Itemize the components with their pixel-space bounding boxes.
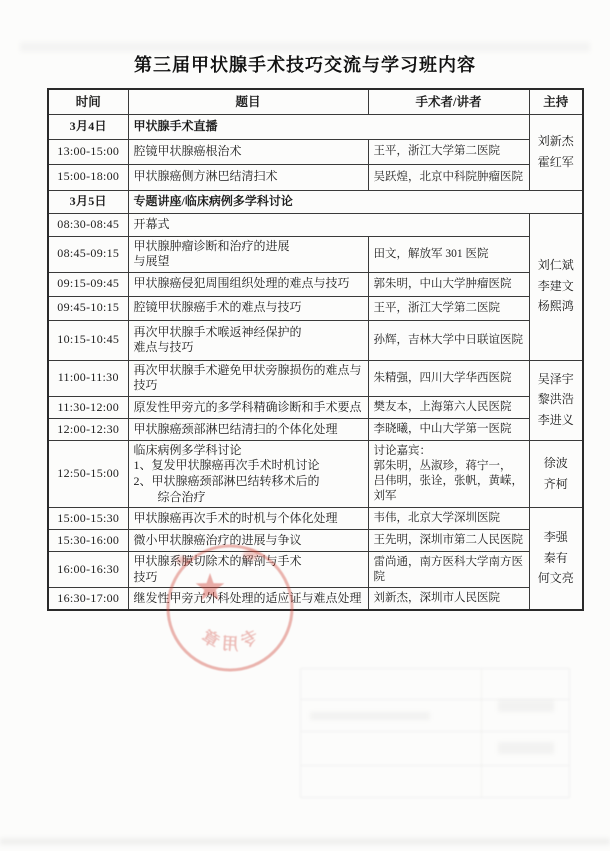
bleed-through-bottom-edge xyxy=(0,838,610,845)
cell-speaker: 李晓曦，中山大学第一医院 xyxy=(368,418,529,440)
cell-time: 16:30-17:00 xyxy=(48,588,128,610)
cell-speaker: 樊友本，上海第六人民医院 xyxy=(368,396,529,418)
table-body xyxy=(48,114,583,610)
cell-speaker: 孙辉，吉林大学中日联谊医院 xyxy=(368,320,529,360)
cell-speaker: 韦伟，北京大学深圳医院 xyxy=(368,508,529,530)
cell-line: 难点与技巧 xyxy=(133,340,194,355)
cell-topic xyxy=(128,320,368,360)
cell-line: 郭朱明，丛淑珍，蒋宁一， xyxy=(373,460,512,473)
cell-speaker: 朱精强，四川大学华西医院 xyxy=(368,360,529,396)
cell-time: 16:00-16:30 xyxy=(48,552,128,588)
table-row xyxy=(48,296,583,320)
cell-time: 12:50-15:00 xyxy=(48,440,128,507)
chair-name: 秦有 xyxy=(543,550,568,565)
table-row xyxy=(48,236,583,272)
chair-name: 李强 xyxy=(543,530,568,545)
cell-line: 刘军 xyxy=(373,490,397,502)
header-row xyxy=(48,89,583,114)
table-row xyxy=(48,552,583,588)
bleed-through-text xyxy=(498,700,554,712)
chair-name: 杨熙鸿 xyxy=(537,299,574,314)
cell-speaker: 王平，浙江大学第二医院 xyxy=(368,139,529,164)
chair-name: 李进义 xyxy=(537,413,574,428)
cell-topic: 甲状腺癌颈部淋巴结清扫的个体化处理 xyxy=(128,418,368,440)
cell-speaker: 王先明，深圳市第二人民医院 xyxy=(368,530,529,552)
cell-time: 13:00-15:00 xyxy=(48,139,128,164)
cell-chair xyxy=(529,508,583,610)
cell-speaker: 田文，解放军 301 医院 xyxy=(368,236,529,272)
table-row xyxy=(48,440,583,507)
cell-topic: 开幕式 xyxy=(128,213,529,236)
chair-name: 齐柯 xyxy=(543,476,568,491)
cell-time: 12:00-12:30 xyxy=(48,418,128,440)
chair-name: 李建文 xyxy=(537,278,574,293)
column-header-2: 手术者/讲者 xyxy=(368,89,529,114)
cell-topic xyxy=(128,114,529,139)
page-title: 第三届甲状腺手术技巧交流与学习班内容 xyxy=(134,55,476,75)
cell-time: 15:30-16:00 xyxy=(48,530,128,552)
table-row xyxy=(48,320,583,360)
table-row xyxy=(48,530,583,552)
cell-time: 08:30-08:45 xyxy=(48,213,128,236)
cell-chair xyxy=(529,440,583,507)
cell-speaker: 雷尚通，南方医科大学南方医院 xyxy=(368,552,529,588)
cell-speaker: 郭朱明，中山大学肿瘤医院 xyxy=(368,272,529,296)
bleed-through-text xyxy=(498,742,554,754)
chair-name: 徐波 xyxy=(543,455,568,470)
bleed-through-table xyxy=(300,668,570,798)
table-row xyxy=(48,396,583,418)
cell-time: 15:00-15:30 xyxy=(48,508,128,530)
cell-line: 临床病例多学科讨论 xyxy=(133,442,242,457)
cell-topic: 甲状腺癌侵犯周围组织处理的难点与技巧 xyxy=(128,272,368,296)
table-row xyxy=(48,213,583,236)
chair-name: 刘仁斌 xyxy=(537,258,574,273)
cell-time: 09:45-10:15 xyxy=(48,296,128,320)
cell-topic xyxy=(128,236,368,272)
cell-time: 3月4日 xyxy=(48,114,128,139)
table-row xyxy=(48,508,583,530)
table-row xyxy=(48,272,583,296)
cell-topic: 继发性甲旁亢外科处理的适应证与难点处理 xyxy=(128,588,368,610)
cell-line: 甲状腺系膜切除术的解剖与手术 xyxy=(133,554,302,569)
cell-time: 10:15-10:45 xyxy=(48,320,128,360)
cell-line: 与展望 xyxy=(133,254,170,269)
table-row xyxy=(48,190,583,213)
chair-name: 吴泽宇 xyxy=(537,371,574,386)
cell-time: 08:45-09:15 xyxy=(48,236,128,272)
cell-line: 吕伟明，张诠，张帆，黄嵘， xyxy=(373,475,523,488)
chair-name: 何文亮 xyxy=(537,571,574,586)
cell-chair xyxy=(529,360,583,440)
cell-time: 11:30-12:00 xyxy=(48,396,128,418)
cell-line: 再次甲状腺手术喉返神经保护的 xyxy=(133,324,302,339)
table-row xyxy=(48,418,583,440)
cell-topic: 腔镜甲状腺癌手术的难点与技巧 xyxy=(128,296,368,320)
column-header-0: 时间 xyxy=(48,89,128,114)
cell-line: 甲状腺手术直播 xyxy=(133,118,218,133)
column-header-1: 题目 xyxy=(128,89,368,114)
stamp-arc-text: 专用章 xyxy=(193,623,262,655)
chair-name: 霍红军 xyxy=(537,154,574,169)
schedule-table xyxy=(47,88,584,611)
bleed-through-text xyxy=(310,712,430,720)
cell-speaker: 吴跃煌，北京中科院肿瘤医院 xyxy=(368,164,529,190)
table-row xyxy=(48,360,583,396)
cell-line: 技巧 xyxy=(133,378,158,393)
cell-line: 综合治疗 xyxy=(133,489,206,504)
table-row xyxy=(48,114,583,139)
cell-topic: 甲状腺癌侧方淋巴结清扫术 xyxy=(128,164,368,190)
cell-speaker: 刘新杰，深圳市人民医院 xyxy=(368,588,529,610)
cell-line: 讨论嘉宾： xyxy=(373,445,431,458)
cell-topic: 微小甲状腺癌治疗的进展与争议 xyxy=(128,530,368,552)
cell-topic xyxy=(128,440,368,507)
column-header-3: 主持 xyxy=(529,89,583,114)
cell-time: 11:00-11:30 xyxy=(48,360,128,396)
table-row xyxy=(48,588,583,610)
cell-topic: 甲状腺癌再次手术的时机与个体化处理 xyxy=(128,508,368,530)
cell-chair xyxy=(529,213,583,360)
cell-line: 再次甲状腺手术避免甲状旁腺损伤的难点与 xyxy=(133,362,362,377)
cell-time: 09:15-09:45 xyxy=(48,272,128,296)
cell-time: 3月5日 xyxy=(48,190,128,213)
table-row xyxy=(48,164,583,190)
cell-line: 2、甲状腺癌颈部淋巴结转移术后的 xyxy=(133,474,320,489)
chair-name: 黎洪浩 xyxy=(537,392,574,407)
cell-speaker: 王平，浙江大学第二医院 xyxy=(368,296,529,320)
cell-topic: 专题讲座/临床病例多学科讨论 xyxy=(128,190,583,213)
cell-speaker xyxy=(368,440,529,507)
cell-line: 1、复发甲状腺癌再次手术时机讨论 xyxy=(133,458,320,473)
cell-topic: 腔镜甲状腺癌根治术 xyxy=(128,139,368,164)
table-header xyxy=(48,89,583,114)
cell-chair xyxy=(529,114,583,190)
cell-time: 15:00-18:00 xyxy=(48,164,128,190)
cell-line: 技巧 xyxy=(133,569,158,584)
cell-topic xyxy=(128,360,368,396)
cell-topic: 原发性甲旁亢的多学科精确诊断和手术要点 xyxy=(128,396,368,418)
cell-topic xyxy=(128,552,368,588)
cell-line: 甲状腺肿瘤诊断和治疗的进展 xyxy=(133,238,290,253)
chair-name: 刘新杰 xyxy=(537,133,574,148)
table-row xyxy=(48,139,583,164)
